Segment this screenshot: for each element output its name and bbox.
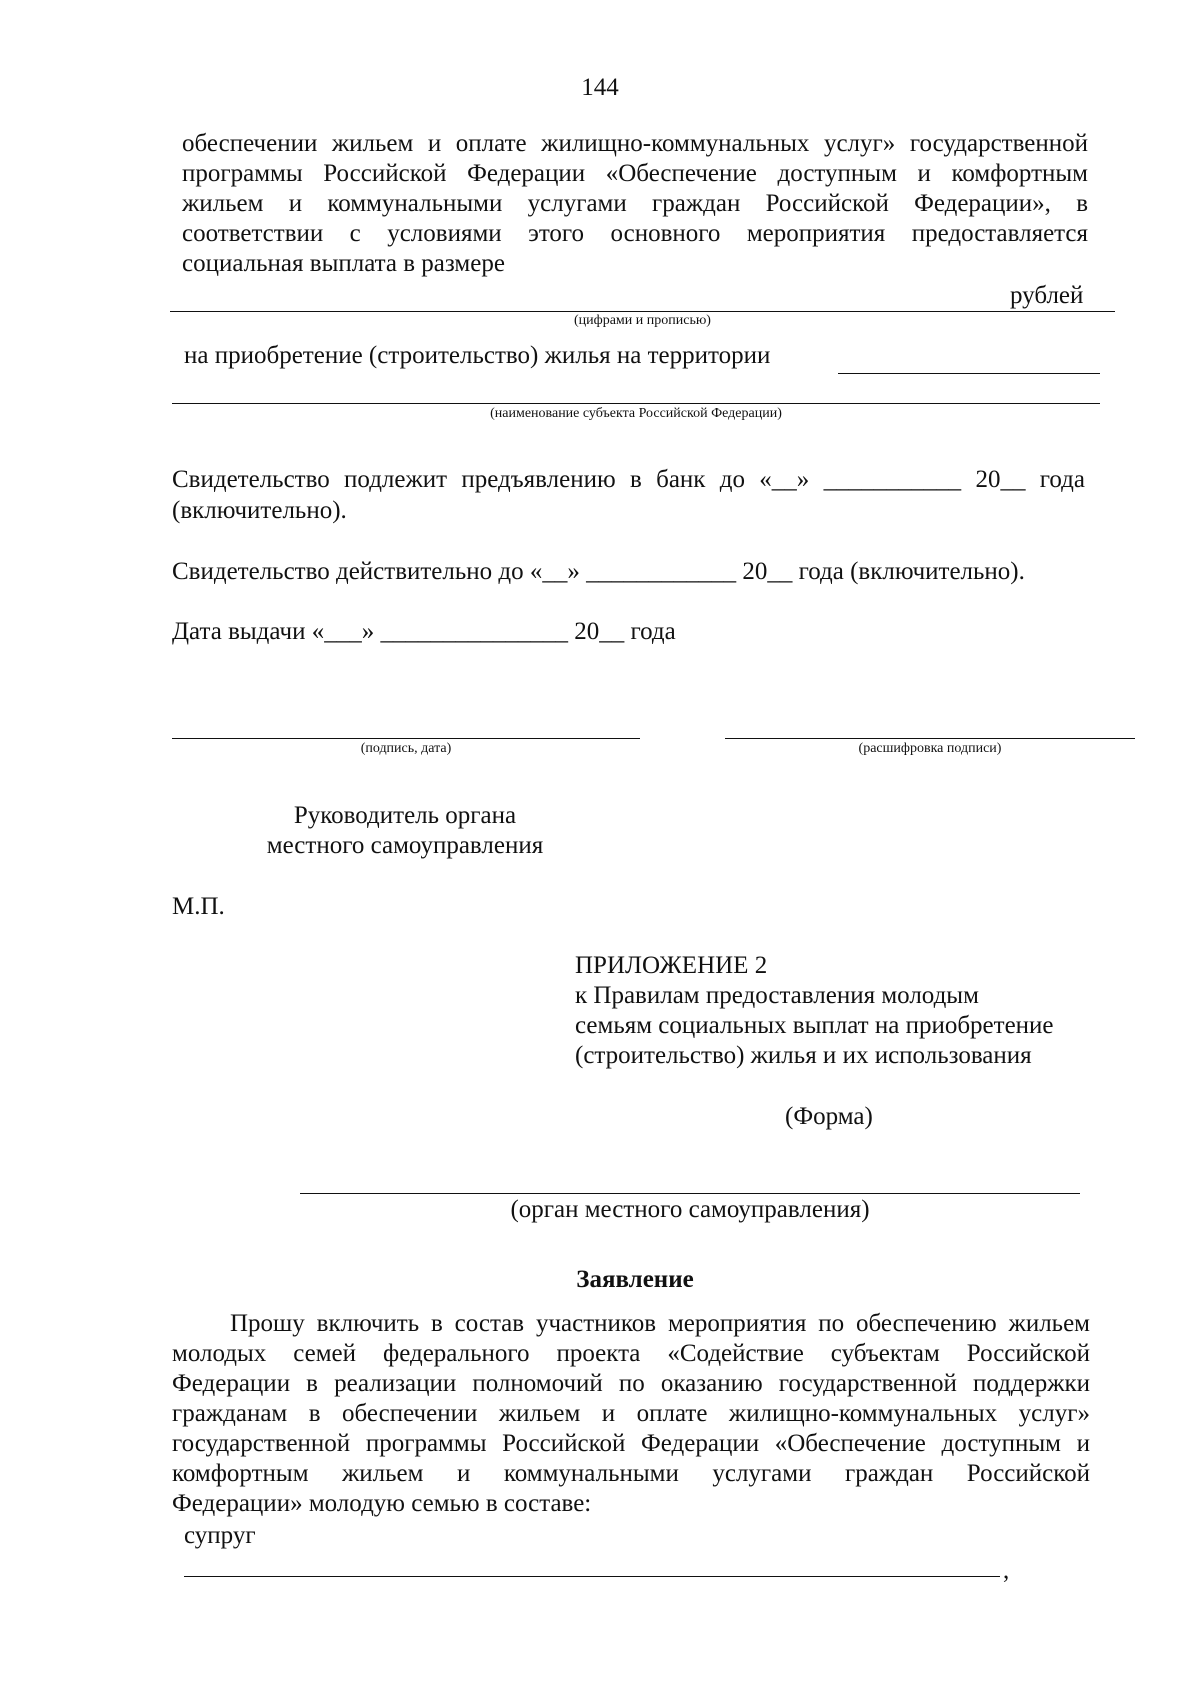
authority-caption: (орган местного самоуправления) (510, 1196, 870, 1223)
signature-caption: (подпись, дата) (360, 741, 452, 756)
page-number: 144 (581, 74, 619, 101)
application-line-7: Федерации» молодую семью в составе: (172, 1490, 592, 1517)
spouse-label: супруг (184, 1522, 256, 1549)
spouse-field-line (184, 1576, 1000, 1577)
head-title-line-2: местного самоуправления (266, 832, 544, 859)
signature-line (172, 738, 640, 739)
appendix-line-2: семьям социальных выплат на приобретение (575, 1012, 1054, 1039)
certificate-valid: Свидетельство действительно до «__» ____________ 20__ года (включительно). (172, 558, 1025, 585)
intro-line-5: социальная выплата в размере (182, 250, 505, 277)
region-field-line (172, 403, 1100, 404)
appendix-title: ПРИЛОЖЕНИЕ 2 (575, 952, 768, 979)
authority-field-line (300, 1193, 1080, 1194)
stamp-place: М.П. (172, 893, 225, 920)
application-title: Заявление (576, 1266, 694, 1293)
amount-field-line (170, 311, 1115, 312)
spouse-comma: , (1003, 1557, 1010, 1584)
signature-decoding-line (725, 738, 1135, 739)
application-line-4: гражданам в обеспечении жильем и оплате жилищно-коммунальных услуг» (172, 1400, 1090, 1427)
rubles-label: рублей (1010, 282, 1084, 309)
application-line-2: молодых семей федерального проекта «Содействие субъектам Российской (172, 1340, 1090, 1367)
intro-line-4: соответствии с условиями этого основного мероприятия предоставляется (182, 220, 1088, 247)
certificate-bank-line-2: (включительно). (172, 497, 347, 524)
amount-caption: (цифрами и прописью) (574, 313, 711, 328)
application-line-3: Федерации в реализации полномочий по оказанию государственной поддержки (172, 1370, 1090, 1397)
territory-label: на приобретение (строительство) жилья на территории (184, 342, 771, 369)
appendix-line-1: к Правилам предоставления молодым (575, 982, 979, 1009)
intro-line-2: программы Российской Федерации «Обеспечение доступным и комфортным (182, 160, 1088, 187)
issue-date: Дата выдачи «___» _______________ 20__ года (172, 618, 676, 645)
intro-line-3: жильем и коммунальными услугами граждан Российской Федерации», в (182, 190, 1088, 217)
application-line-6: комфортным жильем и коммунальными услугами граждан Российской (172, 1460, 1090, 1487)
territory-field-line (838, 373, 1100, 374)
intro-line-1: обеспечении жильем и оплате жилищно-коммунальных услуг» государственной (182, 130, 1088, 157)
region-caption: (наименование субъекта Российской Федерации) (490, 406, 782, 421)
application-line-1: Прошу включить в состав участников мероприятия по обеспечению жильем (230, 1310, 1090, 1337)
form-label: (Форма) (785, 1103, 873, 1130)
certificate-bank-line-1: Свидетельство подлежит предъявлению в банк до «__» ___________ 20__ года (172, 466, 1085, 493)
signature-decoding-caption: (расшифровка подписи) (858, 741, 1002, 756)
application-line-5: государственной программы Российской Федерации «Обеспечение доступным и (172, 1430, 1090, 1457)
appendix-line-3: (строительство) жилья и их использования (575, 1042, 1032, 1069)
head-title-line-1: Руководитель органа (293, 802, 517, 829)
